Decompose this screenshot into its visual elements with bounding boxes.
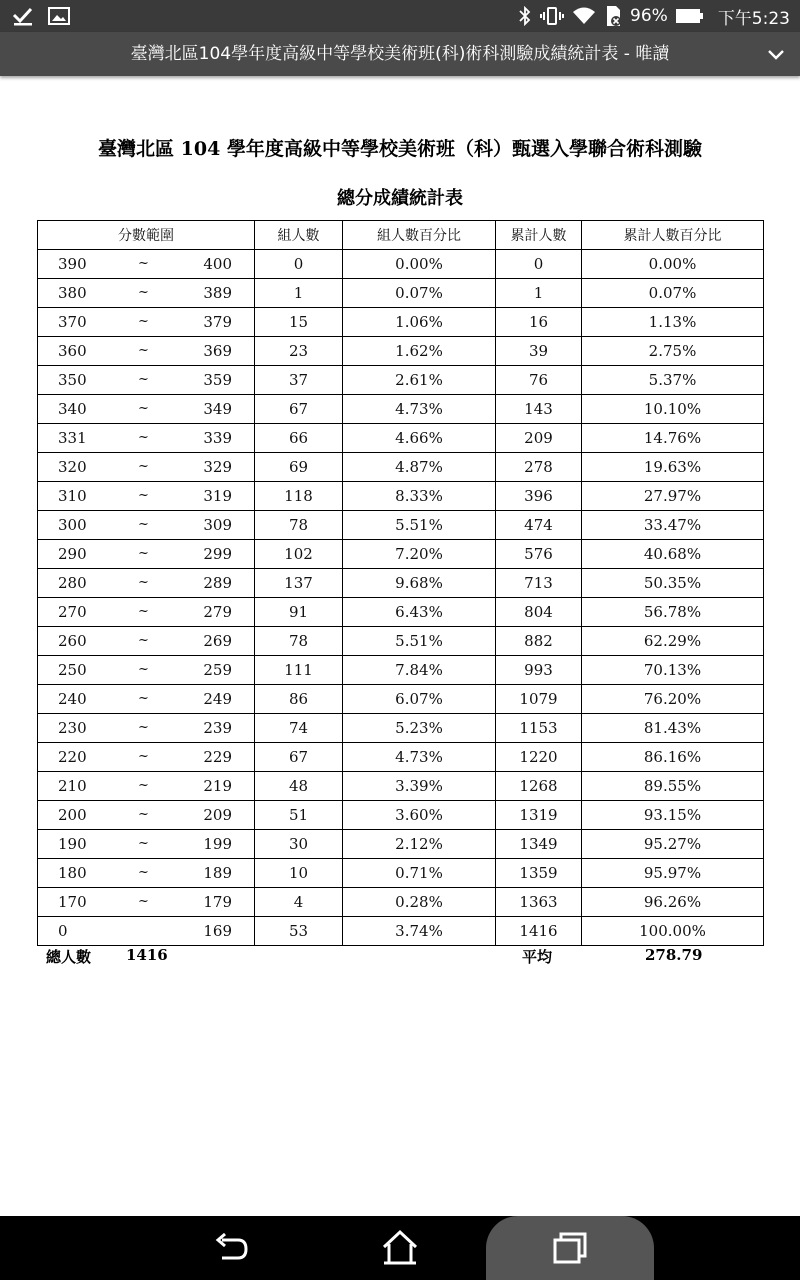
range-cell [38, 859, 255, 888]
range-low: 180 [58, 864, 87, 882]
range-separator: ~ [138, 285, 149, 300]
range-cell [38, 801, 255, 830]
range-separator: ~ [138, 691, 149, 706]
cum-cell: 1079 [496, 685, 582, 714]
table-row [38, 482, 764, 511]
range-high: 229 [203, 748, 232, 766]
count-cell: 66 [255, 424, 343, 453]
back-icon[interactable] [212, 1228, 250, 1272]
range-high: 400 [203, 255, 232, 273]
range-high: 169 [203, 922, 232, 940]
range-cell [38, 308, 255, 337]
range-separator: ~ [138, 488, 149, 503]
cum-pct-cell: 89.55% [582, 772, 764, 801]
count-cell: 67 [255, 395, 343, 424]
range-high: 239 [203, 719, 232, 737]
count-cell: 37 [255, 366, 343, 395]
range-cell [38, 685, 255, 714]
range-low: 390 [58, 255, 87, 273]
range-high: 339 [203, 429, 232, 447]
range-cell [38, 250, 255, 279]
cum-cell: 1153 [496, 714, 582, 743]
header-cum: 累計人數 [496, 221, 582, 250]
table-row [38, 250, 764, 279]
range-high: 329 [203, 458, 232, 476]
range-high: 249 [203, 690, 232, 708]
count-cell: 69 [255, 453, 343, 482]
pct-cell: 1.06% [343, 308, 496, 337]
average-label: 平均 [522, 948, 553, 966]
cum-cell: 804 [496, 598, 582, 627]
range-high: 309 [203, 516, 232, 534]
range-low: 300 [58, 516, 87, 534]
cum-pct-cell: 19.63% [582, 453, 764, 482]
count-cell: 91 [255, 598, 343, 627]
cum-pct-cell: 5.37% [582, 366, 764, 395]
chevron-down-icon[interactable] [766, 44, 786, 68]
table-row [38, 772, 764, 801]
table-row [38, 453, 764, 482]
cum-pct-cell: 70.13% [582, 656, 764, 685]
cum-pct-cell: 33.47% [582, 511, 764, 540]
range-low: 370 [58, 313, 87, 331]
range-cell [38, 830, 255, 859]
table-row [38, 801, 764, 830]
status-bar [0, 0, 800, 32]
battery-icon [676, 8, 704, 24]
range-separator: ~ [138, 430, 149, 445]
pct-cell: 0.71% [343, 859, 496, 888]
range-high: 389 [203, 284, 232, 302]
range-low: 360 [58, 342, 87, 360]
range-high: 259 [203, 661, 232, 679]
table-row [38, 366, 764, 395]
range-separator: ~ [138, 401, 149, 416]
table-row [38, 598, 764, 627]
cum-cell: 882 [496, 627, 582, 656]
range-high: 189 [203, 864, 232, 882]
range-separator: ~ [138, 372, 149, 387]
range-high: 319 [203, 487, 232, 505]
range-separator: ~ [138, 343, 149, 358]
range-cell [38, 917, 255, 946]
range-low: 240 [58, 690, 87, 708]
range-separator: ~ [138, 546, 149, 561]
battery-percent: 96% [630, 6, 668, 26]
range-low: 230 [58, 719, 87, 737]
count-cell: 4 [255, 888, 343, 917]
range-separator: ~ [138, 633, 149, 648]
range-separator: ~ [138, 749, 149, 764]
count-cell: 74 [255, 714, 343, 743]
count-cell: 23 [255, 337, 343, 366]
range-cell [38, 743, 255, 772]
range-low: 280 [58, 574, 87, 592]
score-statistics-table [37, 220, 764, 946]
range-cell [38, 395, 255, 424]
cum-pct-cell: 10.10% [582, 395, 764, 424]
check-icon [12, 6, 34, 26]
count-cell: 86 [255, 685, 343, 714]
cum-pct-cell: 86.16% [582, 743, 764, 772]
range-high: 199 [203, 835, 232, 853]
range-separator: ~ [138, 720, 149, 735]
cum-pct-cell: 95.27% [582, 830, 764, 859]
count-cell: 10 [255, 859, 343, 888]
range-low: 190 [58, 835, 87, 853]
range-cell [38, 772, 255, 801]
range-high: 359 [203, 371, 232, 389]
range-high: 219 [203, 777, 232, 795]
cum-pct-cell: 81.43% [582, 714, 764, 743]
cum-cell: 1 [496, 279, 582, 308]
count-cell: 51 [255, 801, 343, 830]
table-row [38, 569, 764, 598]
table-row [38, 888, 764, 917]
count-cell: 30 [255, 830, 343, 859]
cum-cell: 396 [496, 482, 582, 511]
pct-cell: 4.73% [343, 395, 496, 424]
pct-cell: 5.51% [343, 511, 496, 540]
cum-cell: 474 [496, 511, 582, 540]
pct-cell: 5.23% [343, 714, 496, 743]
recent-apps-icon[interactable] [552, 1228, 588, 1272]
range-high: 179 [203, 893, 232, 911]
range-low: 220 [58, 748, 87, 766]
range-cell [38, 714, 255, 743]
doc-subheading: 總分成績統計表 [337, 188, 463, 209]
bluetooth-icon [518, 6, 532, 26]
pct-cell: 4.87% [343, 453, 496, 482]
total-value: 1416 [126, 946, 168, 964]
cum-cell: 209 [496, 424, 582, 453]
pct-cell: 3.74% [343, 917, 496, 946]
range-cell [38, 279, 255, 308]
cum-cell: 993 [496, 656, 582, 685]
pct-cell: 4.73% [343, 743, 496, 772]
doc-heading: 臺灣北區 104 學年度高級中等學校美術班（科）甄選入學聯合術科測驗 [98, 138, 702, 160]
table-row [38, 424, 764, 453]
range-low: 260 [58, 632, 87, 650]
count-cell: 78 [255, 627, 343, 656]
cum-pct-cell: 14.76% [582, 424, 764, 453]
count-cell: 1 [255, 279, 343, 308]
vibrate-icon [540, 6, 564, 26]
range-low: 340 [58, 400, 87, 418]
range-cell [38, 598, 255, 627]
range-high: 269 [203, 632, 232, 650]
table-row [38, 279, 764, 308]
range-high: 299 [203, 545, 232, 563]
range-separator: ~ [138, 604, 149, 619]
table-row [38, 540, 764, 569]
cum-pct-cell: 96.26% [582, 888, 764, 917]
cum-cell: 0 [496, 250, 582, 279]
table-row [38, 395, 764, 424]
range-cell [38, 569, 255, 598]
range-cell [38, 424, 255, 453]
range-cell [38, 627, 255, 656]
table-row [38, 308, 764, 337]
range-high: 349 [203, 400, 232, 418]
count-cell: 111 [255, 656, 343, 685]
cum-cell: 143 [496, 395, 582, 424]
cum-pct-cell: 76.20% [582, 685, 764, 714]
range-cell [38, 453, 255, 482]
pct-cell: 1.62% [343, 337, 496, 366]
pct-cell: 2.61% [343, 366, 496, 395]
count-cell: 67 [255, 743, 343, 772]
count-cell: 53 [255, 917, 343, 946]
range-cell [38, 511, 255, 540]
range-low: 210 [58, 777, 87, 795]
wifi-icon [572, 6, 596, 26]
table-row [38, 685, 764, 714]
cum-pct-cell: 93.15% [582, 801, 764, 830]
range-separator: ~ [138, 778, 149, 793]
range-high: 209 [203, 806, 232, 824]
range-high: 379 [203, 313, 232, 331]
table-row [38, 743, 764, 772]
range-low: 320 [58, 458, 87, 476]
range-low: 380 [58, 284, 87, 302]
pct-cell: 8.33% [343, 482, 496, 511]
count-cell: 0 [255, 250, 343, 279]
range-cell [38, 656, 255, 685]
cum-pct-cell: 27.97% [582, 482, 764, 511]
cum-cell: 278 [496, 453, 582, 482]
count-cell: 102 [255, 540, 343, 569]
range-separator: ~ [138, 865, 149, 880]
header-count: 組人數 [255, 221, 343, 250]
image-icon [48, 7, 70, 25]
pct-cell: 0.28% [343, 888, 496, 917]
sim-off-icon [604, 5, 622, 27]
range-low: 270 [58, 603, 87, 621]
document-title: 臺灣北區104學年度高級中等學校美術班(科)術科測驗成績統計表 - 唯讀 [130, 44, 670, 64]
range-separator: ~ [138, 662, 149, 677]
clock: 下午5:23 [717, 8, 790, 29]
cum-cell: 1363 [496, 888, 582, 917]
cum-cell: 713 [496, 569, 582, 598]
cum-cell: 76 [496, 366, 582, 395]
total-label: 總人數 [46, 948, 92, 966]
cum-cell: 1359 [496, 859, 582, 888]
range-low: 250 [58, 661, 87, 679]
count-cell: 15 [255, 308, 343, 337]
range-high: 279 [203, 603, 232, 621]
range-separator: ~ [138, 894, 149, 909]
cum-pct-cell: 1.13% [582, 308, 764, 337]
range-separator: ~ [138, 517, 149, 532]
pct-cell: 7.84% [343, 656, 496, 685]
range-low: 0 [58, 922, 68, 940]
range-high: 369 [203, 342, 232, 360]
table-row [38, 656, 764, 685]
range-separator: ~ [138, 807, 149, 822]
pct-cell: 9.68% [343, 569, 496, 598]
range-low: 350 [58, 371, 87, 389]
summary-row [0, 946, 800, 970]
cum-pct-cell: 50.35% [582, 569, 764, 598]
range-cell [38, 482, 255, 511]
range-cell [38, 366, 255, 395]
table-row [38, 917, 764, 946]
cum-pct-cell: 0.00% [582, 250, 764, 279]
range-low: 310 [58, 487, 87, 505]
cum-pct-cell: 2.75% [582, 337, 764, 366]
home-icon[interactable] [380, 1228, 420, 1272]
count-cell: 137 [255, 569, 343, 598]
range-separator: ~ [138, 575, 149, 590]
cum-cell: 1416 [496, 917, 582, 946]
range-cell [38, 337, 255, 366]
table-row [38, 337, 764, 366]
range-separator: ~ [138, 256, 149, 271]
pct-cell: 6.07% [343, 685, 496, 714]
cum-cell: 576 [496, 540, 582, 569]
count-cell: 48 [255, 772, 343, 801]
range-separator: ~ [138, 459, 149, 474]
table-row [38, 714, 764, 743]
range-cell [38, 540, 255, 569]
title-bar [0, 32, 800, 76]
cum-pct-cell: 100.00% [582, 917, 764, 946]
table-row [38, 830, 764, 859]
cum-cell: 1268 [496, 772, 582, 801]
pct-cell: 5.51% [343, 627, 496, 656]
cum-cell: 16 [496, 308, 582, 337]
cum-pct-cell: 56.78% [582, 598, 764, 627]
pct-cell: 0.00% [343, 250, 496, 279]
pct-cell: 6.43% [343, 598, 496, 627]
pct-cell: 0.07% [343, 279, 496, 308]
header-cum-pct: 累計人數百分比 [582, 221, 764, 250]
count-cell: 78 [255, 511, 343, 540]
cum-pct-cell: 95.97% [582, 859, 764, 888]
pct-cell: 3.60% [343, 801, 496, 830]
pct-cell: 4.66% [343, 424, 496, 453]
table-row [38, 627, 764, 656]
range-separator: ~ [138, 314, 149, 329]
range-low: 331 [58, 429, 87, 447]
average-value: 278.79 [645, 946, 703, 964]
range-cell [38, 888, 255, 917]
table-header-row [38, 221, 764, 250]
cum-cell: 39 [496, 337, 582, 366]
count-cell: 118 [255, 482, 343, 511]
cum-cell: 1319 [496, 801, 582, 830]
cum-pct-cell: 62.29% [582, 627, 764, 656]
range-low: 170 [58, 893, 87, 911]
pct-cell: 7.20% [343, 540, 496, 569]
header-pct: 組人數百分比 [343, 221, 496, 250]
range-separator: ~ [138, 836, 149, 851]
pct-cell: 2.12% [343, 830, 496, 859]
cum-pct-cell: 40.68% [582, 540, 764, 569]
cum-pct-cell: 0.07% [582, 279, 764, 308]
table-row [38, 511, 764, 540]
header-range: 分數範圍 [38, 221, 255, 250]
range-high: 289 [203, 574, 232, 592]
table-row [38, 859, 764, 888]
range-low: 200 [58, 806, 87, 824]
range-low: 290 [58, 545, 87, 563]
pct-cell: 3.39% [343, 772, 496, 801]
cum-cell: 1349 [496, 830, 582, 859]
cum-cell: 1220 [496, 743, 582, 772]
